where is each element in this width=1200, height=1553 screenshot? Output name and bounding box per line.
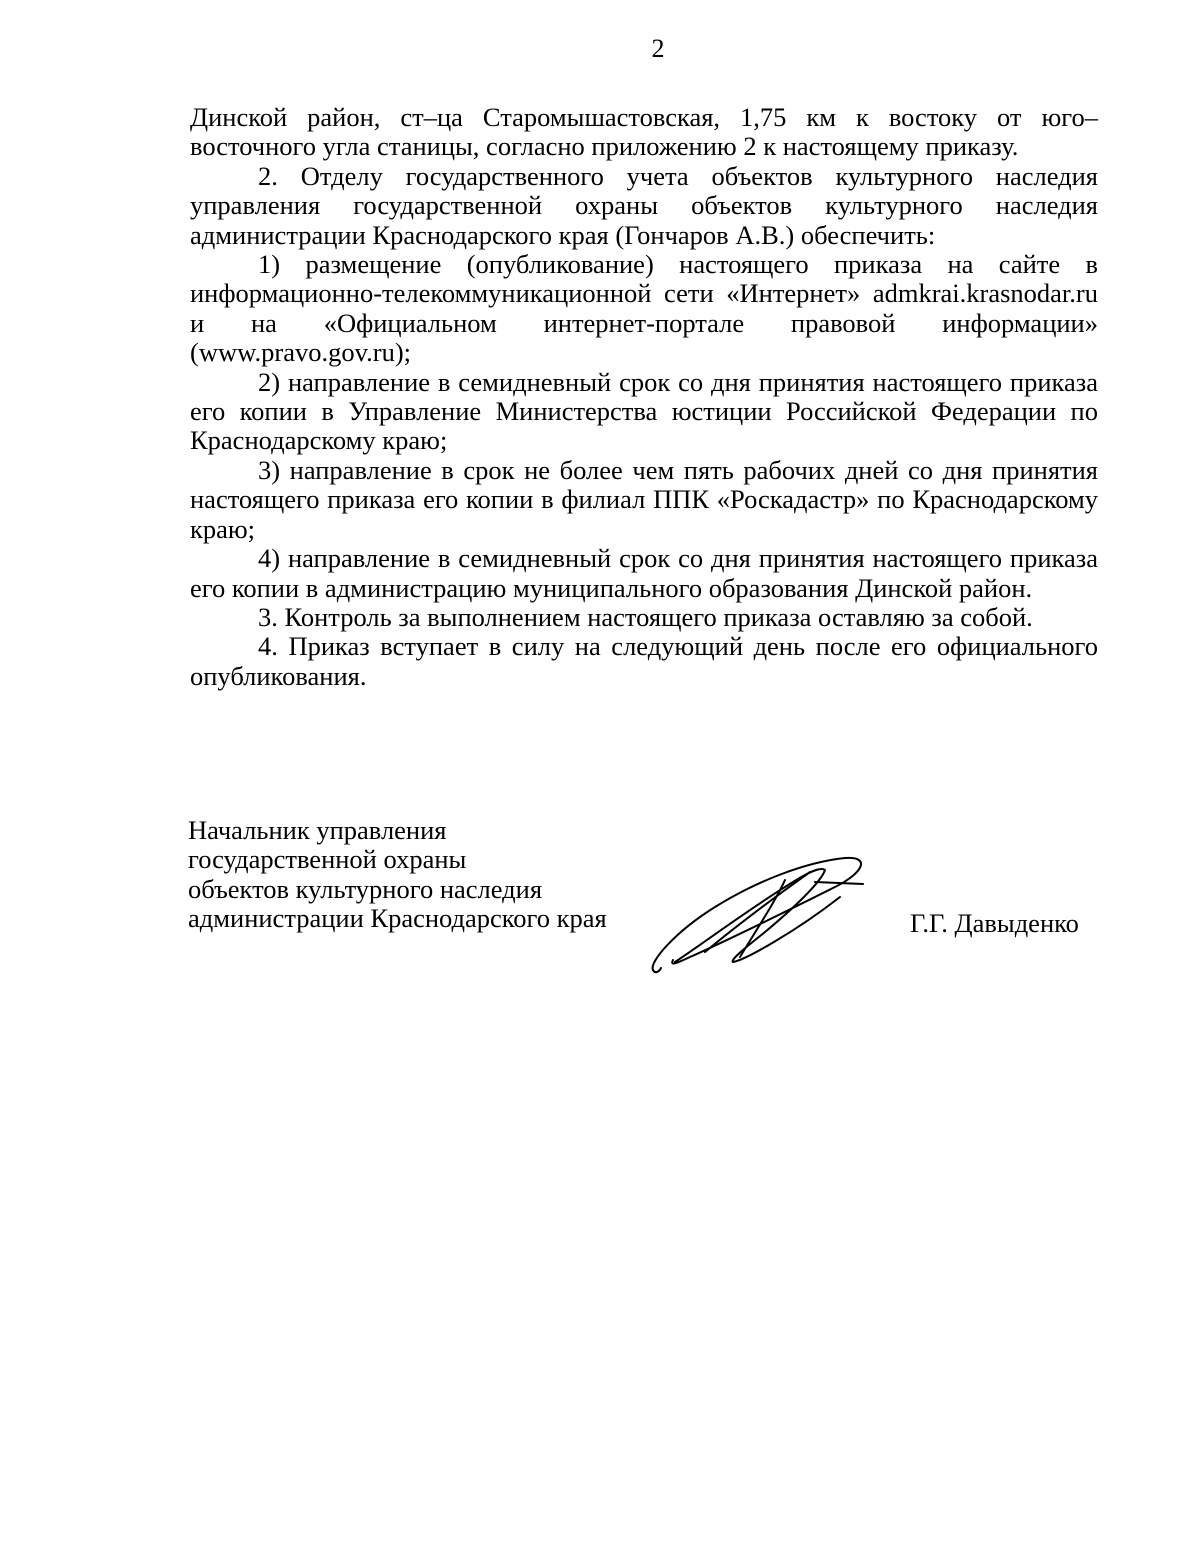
signer-position-line: государственной охраны	[188, 844, 467, 875]
signer-position-line: Начальник управления	[188, 815, 447, 845]
signer-name: Г.Г. Давыденко	[910, 908, 1079, 938]
paragraph-item-3: 3. Контроль за выполнением настоящего приказа оставляю за собой.	[258, 601, 1033, 632]
signer-position-line: администрации Краснодарского края	[188, 903, 607, 934]
signer-position-line: объектов культурного наследия	[188, 873, 543, 904]
paragraph-subitem-1: 1) размещение (опубликование) настоящего приказа на сайте в информационно-телекоммуникационной сети «Интернет» admkrai.krasnodar.ru и на «Официальном интернет-портале правовой информации» (www.pravo.gov.ru);	[190, 249, 1098, 368]
paragraph-continuation: Динской район, ст–ца Старомышастовская, 1,75 км к востоку от юго–восточного угла станицы, согласно приложению 2 к настоящему приказу.	[190, 102, 1098, 162]
page-number: 2	[651, 34, 665, 63]
signer-position	[188, 816, 607, 934]
paragraph-subitem-4: 4) направление в семидневный срок со дня принятия настоящего приказа его копии в администрацию муниципального образования Динской район.	[190, 543, 1098, 603]
paragraph-subitem-3: 3) направление в срок не более чем пять рабочих дней со дня принятия настоящего приказа его копии в филиал ППК «Роскадастр» по Краснодарскому краю;	[190, 454, 1098, 544]
document-body	[190, 103, 1098, 691]
paragraph-item-4: 4. Приказ вступает в силу на следующий день после его официального опубликования.	[190, 631, 1098, 691]
handwritten-signature	[645, 852, 870, 977]
paragraph-subitem-2: 2) направление в семидневный срок со дня принятия настоящего приказа его копии в Управление Министерства юстиции Российской Федерации по Краснодарскому краю;	[190, 366, 1098, 456]
paragraph-item-2: 2. Отделу государственного учета объектов культурного наследия управления государственной охраны объектов культурного наследия администрации Краснодарского края (Гончаров А.В.) обеспечить:	[190, 160, 1098, 250]
